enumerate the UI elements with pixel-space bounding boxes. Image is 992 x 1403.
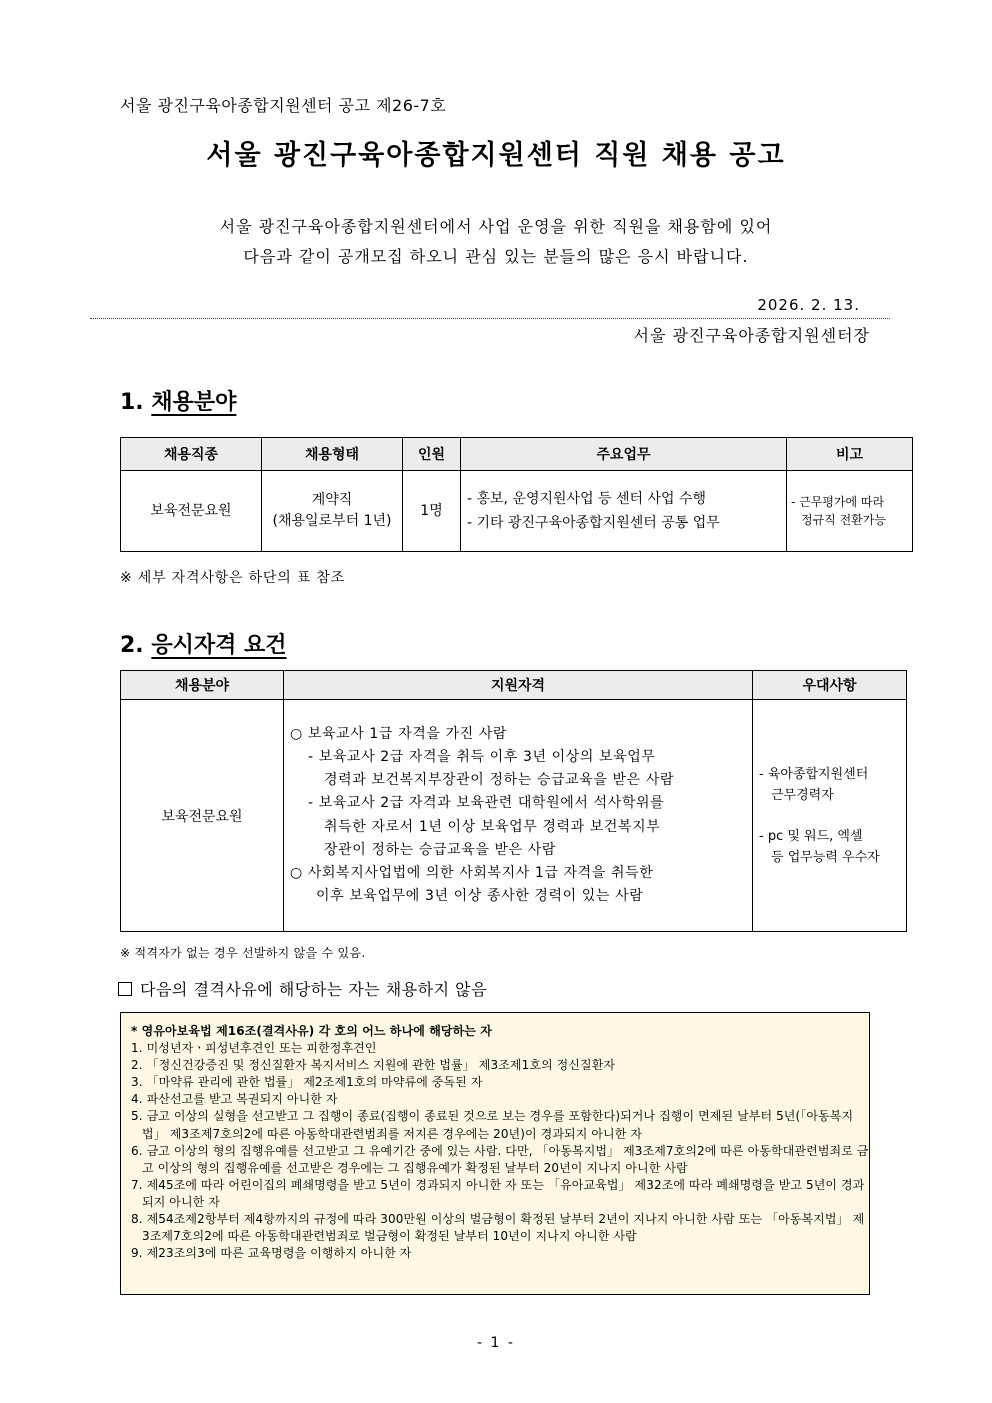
qualification-line: - 보육교사 2급 자격과 보육관련 대학원에서 석사학위를 [308,795,665,812]
qualification-line: 취득한 자로서 1년 이상 보육업무 경력과 보건복지부 [324,818,661,835]
col-header-type: 채용형태 [262,438,403,471]
section-1-title: 채용분야 [151,390,237,415]
preference-1-line-2: 근무경력자 [771,787,834,803]
qualification-line: 경력과 보건복지부장관이 정하는 승급교육을 받은 사람 [324,772,675,789]
intro-line-1: 서울 광진구육아종합지원센터에서 사업 운영을 위한 직원을 채용함에 있어 [219,217,773,236]
cell-field: 보육전문요원 [121,700,284,932]
signer: 서울 광진구육아종합지원센터장 [633,326,870,345]
qualification-line: 장관이 정하는 승급교육을 받은 사람 [324,841,557,858]
intro-line-2: 다음과 같이 공개모집 하오니 관심 있는 분들의 많은 응시 바랍니다. [243,247,749,266]
section-2-remark: ※ 적격자가 없는 경우 선발하지 않을 수 있음. [120,946,366,960]
section-1-remark: ※ 세부 자격사항은 하단의 표 참조 [120,570,345,586]
list-item: 3. 「마약류 관리에 관한 법률」 제2조제1호의 마약류에 중독된 자 [131,1075,483,1090]
duty-line-2: - 기타 광진구육아종합지원센터 공통 업무 [467,515,720,531]
page-number: - 1 - [477,1335,515,1351]
cell-count: 1명 [403,471,461,552]
list-item: 9. 제23조의3에 따른 교육명령을 이행하지 아니한 자 [131,1246,412,1261]
disqualification-lead [118,977,487,1000]
section-2-number: 2. [120,633,144,658]
list-item: 8. 제54조제2항부터 제4항까지의 규정에 따라 300만원 이상의 벌금형이 확정된 날부터 2년이 지나지 아니한 사람 또는 「아동복지법」 제3조제7호의2에 따른 아동학대관련범죄로 벌금형이 확정된 날부터 10년이 지나지 아니한 사람 [131,1212,865,1244]
disqualification-box [120,1012,870,1295]
list-item: 5. 금고 이상의 실형을 선고받고 그 집행이 종료(집행이 종료된 것으로 보는 경우를 포함한다)되거나 집행이 면제된 날부터 5년(「아동복지법」 제3조제7호의2에 따른 아동학대관련범죄를 저지른 경우에는 20년)이 경과되지 아니한 자 [131,1109,854,1141]
col-header-job: 채용직종 [121,438,262,471]
col-header-note: 비고 [787,438,913,471]
notice-date: 2026. 2. 13. [757,296,860,314]
table-header-row [121,671,907,700]
note-line-1: - 근무평가에 따라 [791,495,885,509]
intro-paragraph [0,212,992,272]
list-item: 2. 「정신건강증진 및 정신질환자 복지서비스 지원에 관한 법률」 제3조제1호의 정신질환자 [131,1058,616,1073]
col-header-qualification: 지원자격 [284,671,753,700]
list-item: 1. 미성년자ㆍ피성년후견인 또는 피한정후견인 [131,1041,377,1056]
list-item: 4. 파산선고를 받고 복권되지 아니한 자 [131,1092,338,1107]
table-row [121,471,913,552]
list-item: 7. 제45조에 따라 어린이집의 폐쇄명령을 받고 5년이 경과되지 아니한 자 또는 「유아교육법」 제32조에 따라 폐쇄명령을 받고 5년이 경과되지 아니한 자 [131,1177,865,1209]
section-2-title: 응시자격 요건 [151,633,287,658]
duty-line-1: - 홍보, 운영지원사업 등 센터 사업 수행 [467,491,707,507]
table-row [121,700,907,932]
qualification-line: ○ 사회복지사업법에 의한 사회복지사 1급 자격을 취득한 [290,864,654,881]
section-1-number: 1. [120,390,144,415]
cell-type-line-2: (채용일로부터 1년) [272,513,392,529]
recruitment-field-table [120,437,913,552]
col-header-duty: 주요업무 [461,438,787,471]
col-header-preference: 우대사항 [753,671,907,700]
cell-type [262,471,403,552]
cell-preferences [753,700,907,932]
cell-note [787,471,913,552]
disqualification-lead-text: 다음의 결격사유에 해당하는 자는 채용하지 않음 [140,980,488,999]
list-item: 6. 금고 이상의 형의 집행유예를 선고받고 그 유예기간 중에 있는 사람. 다만, 「아동복지법」 제3조제7호의2에 따른 아동학대관련범죄로 금고 이상의 형의 집행유예를 선고받은 경우에는 그 집행유예가 확정된 날부터 20년이 지나지 아니한 사람 [131,1143,869,1175]
cell-qualifications [284,700,753,932]
preference-1-line-1: - 육아종합지원센터 [759,766,869,782]
note-line-2: 정규직 전환가능 [801,513,886,527]
notice-number: 서울 광진구육아종합지원센터 공고 제26-7호 [120,96,447,115]
dotted-divider [90,318,890,319]
cell-duty [461,471,787,552]
col-header-count: 인원 [403,438,461,471]
preference-2-line-1: - pc 및 워드, 엑셀 [759,828,863,844]
checkbox-square-icon [118,982,132,996]
cell-type-line-1: 계약직 [311,492,353,508]
page-title: 서울 광진구육아종합지원센터 직원 채용 공고 [206,140,786,171]
section-2-heading [120,628,287,659]
preference-2-line-2: 등 업무능력 우수자 [771,849,880,865]
col-header-field: 채용분야 [121,671,284,700]
section-1-heading [120,385,236,416]
qualification-line: ○ 보육교사 1급 자격을 가진 사람 [290,725,508,742]
disqualification-heading: * 영유아보육법 제16조(결격사유) 각 호의 어느 하나에 해당하는 자 [131,1024,492,1038]
qualification-line: - 보육교사 2급 자격을 취득 이후 3년 이상의 보육업무 [308,748,656,765]
table-header-row [121,438,913,471]
qualification-line: 이후 보육업무에 3년 이상 종사한 경력이 있는 사람 [316,888,644,905]
cell-job: 보육전문요원 [121,471,262,552]
qualification-table [120,670,907,932]
